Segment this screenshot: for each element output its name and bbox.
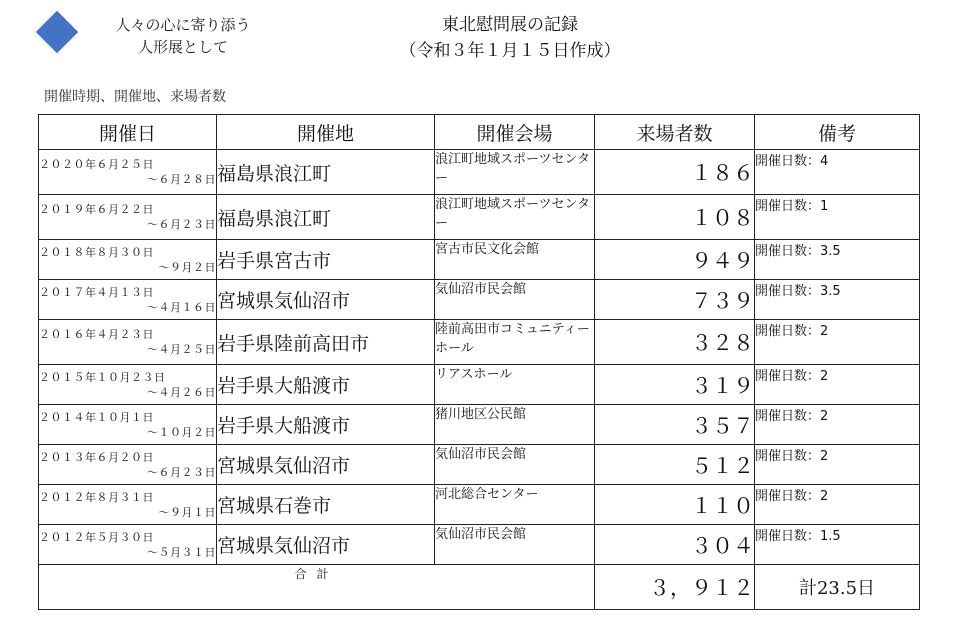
total-label: 合計 — [39, 565, 595, 610]
count-cell: １０８ — [595, 195, 755, 240]
venue-cell: 陸前高田市コミュニティーホール — [435, 320, 595, 365]
place-cell: 宮城県気仙沼市 — [217, 445, 435, 485]
venue-cell: 気仙沼市民会館 — [435, 445, 595, 485]
note-cell: 開催日数：1 — [755, 195, 920, 240]
table-row — [39, 320, 920, 365]
column-header-date: 開催日 — [39, 115, 217, 150]
date-cell — [39, 150, 217, 195]
column-header-count: 来場者数 — [595, 115, 755, 150]
date-cell — [39, 405, 217, 445]
header-row — [39, 115, 920, 150]
column-header-note: 備考 — [755, 115, 920, 150]
place-cell: 岩手県陸前高田市 — [217, 320, 435, 365]
note-cell: 開催日数：3.5 — [755, 280, 920, 320]
title-line-1: 東北慰問展の記録 — [442, 15, 578, 35]
total-count: ３，９１２ — [595, 565, 755, 610]
note-cell: 開催日数：2 — [755, 365, 920, 405]
date-end: ～６月２８日 — [147, 173, 216, 186]
place-cell: 岩手県大船渡市 — [217, 405, 435, 445]
date-start: ２０１４年１０月１日 — [39, 410, 154, 424]
date-start: ２０１２年８月３１日 — [39, 490, 154, 504]
date-end: ～４月２６日 — [147, 385, 216, 399]
table-row — [39, 405, 920, 445]
date-start: ２０１６年４月２３日 — [39, 328, 154, 341]
count-cell: １１０ — [595, 485, 755, 525]
total-days: 計23.5日 — [755, 565, 920, 610]
venue-cell: 河北総合センター — [435, 485, 595, 525]
place-cell: 福島県浪江町 — [217, 195, 435, 240]
diamond-icon — [36, 11, 78, 53]
date-cell — [39, 485, 217, 525]
date-cell — [39, 280, 217, 320]
note-cell: 開催日数：2 — [755, 445, 920, 485]
place-cell: 宮城県石巻市 — [217, 485, 435, 525]
note-cell: 開催日数：2 — [755, 320, 920, 365]
title-line-2: （令和３年１月１５日作成） — [399, 41, 621, 61]
records-table — [38, 114, 920, 610]
venue-cell: 気仙沼市民会館 — [435, 280, 595, 320]
note-cell: 開催日数：4 — [755, 150, 920, 195]
count-cell: ３２８ — [595, 320, 755, 365]
table-row — [39, 150, 920, 195]
place-cell: 岩手県大船渡市 — [217, 365, 435, 405]
section-label: 開催時期、開催地、来場者数 — [44, 89, 226, 105]
place-cell: 岩手県宮古市 — [217, 240, 435, 280]
place-cell: 福島県浪江町 — [217, 150, 435, 195]
table-row — [39, 240, 920, 280]
date-cell — [39, 445, 217, 485]
table-row — [39, 525, 920, 565]
tagline-line-1: 人々の心に寄り添う — [115, 16, 251, 34]
date-cell — [39, 320, 217, 365]
venue-cell: 猪川地区公民館 — [435, 405, 595, 445]
venue-cell: 宮古市民文化会館 — [435, 240, 595, 280]
column-header-venue: 開催会場 — [435, 115, 595, 150]
date-start: ２０１９年６月２２日 — [39, 203, 154, 216]
note-cell: 開催日数：2 — [755, 485, 920, 525]
table-row — [39, 485, 920, 525]
venue-cell: 気仙沼市民会館 — [435, 525, 595, 565]
column-header-place: 開催地 — [217, 115, 435, 150]
tagline — [88, 14, 278, 58]
date-end: ～６月２３日 — [147, 218, 216, 231]
table-row — [39, 365, 920, 405]
count-cell: ５１２ — [595, 445, 755, 485]
table-row — [39, 280, 920, 320]
date-start: ２０２０年６月２５日 — [39, 158, 154, 171]
date-cell — [39, 240, 217, 280]
note-cell: 開催日数：3.5 — [755, 240, 920, 280]
table-row — [39, 195, 920, 240]
date-end: ～４月２５日 — [147, 343, 216, 356]
date-end: ～５月３１日 — [147, 545, 216, 559]
date-cell — [39, 525, 217, 565]
date-start: ２０１５年１０月２３日 — [39, 370, 166, 384]
count-cell: ７３９ — [595, 280, 755, 320]
count-cell: ３５７ — [595, 405, 755, 445]
count-cell: ３１９ — [595, 365, 755, 405]
date-start: ２０１７年４月１３日 — [39, 285, 154, 299]
place-cell: 宮城県気仙沼市 — [217, 280, 435, 320]
date-start: ２０１３年６月２０日 — [39, 450, 154, 464]
count-cell: １８６ — [595, 150, 755, 195]
place-cell: 宮城県気仙沼市 — [217, 525, 435, 565]
date-end: ～１０月２日 — [147, 425, 216, 439]
note-cell: 開催日数：1.5 — [755, 525, 920, 565]
tagline-line-2: 人形展として — [137, 38, 228, 56]
venue-cell: リアスホール — [435, 365, 595, 405]
document-title — [330, 12, 690, 64]
date-end: ～４月１６日 — [147, 300, 216, 314]
date-end: ～６月２３日 — [147, 465, 216, 479]
note-cell: 開催日数：2 — [755, 405, 920, 445]
date-cell — [39, 195, 217, 240]
date-start: ２０１２年５月３０日 — [39, 530, 154, 544]
venue-cell: 浪江町地域スポーツセンター — [435, 150, 595, 195]
date-end: ～９月１日 — [158, 505, 216, 519]
date-start: ２０１８年８月３０日 — [39, 245, 154, 259]
count-cell: ３０４ — [595, 525, 755, 565]
count-cell: ９４９ — [595, 240, 755, 280]
date-end: ～９月２日 — [158, 260, 216, 274]
total-row — [39, 565, 920, 610]
date-cell — [39, 365, 217, 405]
table-row — [39, 445, 920, 485]
venue-cell: 浪江町地域スポーツセンター — [435, 195, 595, 240]
